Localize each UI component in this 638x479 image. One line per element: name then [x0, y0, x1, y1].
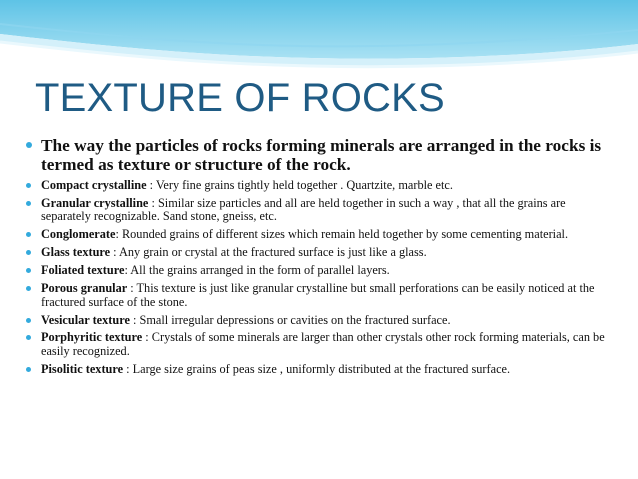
lead-bullet: [26, 136, 612, 174]
item-term: Foliated texture: [41, 263, 125, 278]
lead-text: The way the particles of rocks forming minerals are arranged in the rocks is termed as texture or structure of the rock.: [41, 136, 602, 174]
item-desc: : Crystals of some minerals are larger than other crystals other rock forming materials, can be easily recognized.: [41, 330, 605, 359]
item-term: Conglomerate: [41, 227, 116, 242]
bullet-dot-icon: [26, 232, 31, 237]
item-term: Pisolitic texture: [41, 361, 124, 376]
list-item: [26, 228, 612, 242]
item-desc: : Small irregular depressions or cavities on the fractured surface.: [129, 312, 451, 327]
bullet-dot-icon: [26, 367, 31, 372]
item-desc: : Any grain or crystal at the fractured surface is just like a glass.: [110, 245, 427, 260]
item-term: Granular crystalline: [41, 195, 149, 210]
slide-title: TEXTURE OF ROCKS: [35, 76, 445, 120]
list-item: [26, 331, 612, 358]
item-desc: : This texture is just like granular crystalline but small perforations can be easily noticed at the fractured surface of the stone.: [41, 281, 595, 309]
item-term: Compact crystalline: [41, 178, 147, 192]
bullet-dot-icon: [26, 286, 31, 291]
item-desc: : Very fine grains tightly held together . Quartzite, marble etc.: [146, 178, 453, 192]
item-desc: : Large size grains of peas size , uniformly distributed at the fractured surface.: [123, 361, 511, 376]
list-item: [26, 246, 612, 260]
list-item: [26, 197, 612, 224]
item-term: Glass texture: [41, 245, 111, 260]
bullet-dot-icon: [26, 142, 32, 148]
item-term: Porphyritic texture: [41, 330, 143, 345]
item-term: Vesicular texture: [41, 312, 130, 327]
bullet-dot-icon: [26, 201, 31, 206]
item-desc: : All the grains arranged in the form of parallel layers.: [124, 263, 390, 278]
item-desc: : Similar size particles and all are held together in such a way , that all the grains are separately recognizable. Sand stone, gneiss, etc.: [41, 195, 566, 224]
bullet-dot-icon: [26, 268, 31, 273]
bullet-dot-icon: [26, 183, 31, 188]
bullet-dot-icon: [26, 335, 31, 340]
item-desc: : Rounded grains of different sizes which remain held together by some cementing material.: [115, 227, 569, 242]
list-item: [26, 179, 612, 193]
bullet-dot-icon: [26, 250, 31, 255]
list-item: [26, 282, 612, 309]
header-wave-decoration: [0, 0, 638, 82]
list-item: [26, 314, 612, 328]
bullet-dot-icon: [26, 318, 31, 323]
list-item: [26, 264, 612, 278]
item-term: Porous granular: [41, 281, 128, 296]
bullet-list: [26, 136, 612, 381]
list-item: [26, 363, 612, 377]
